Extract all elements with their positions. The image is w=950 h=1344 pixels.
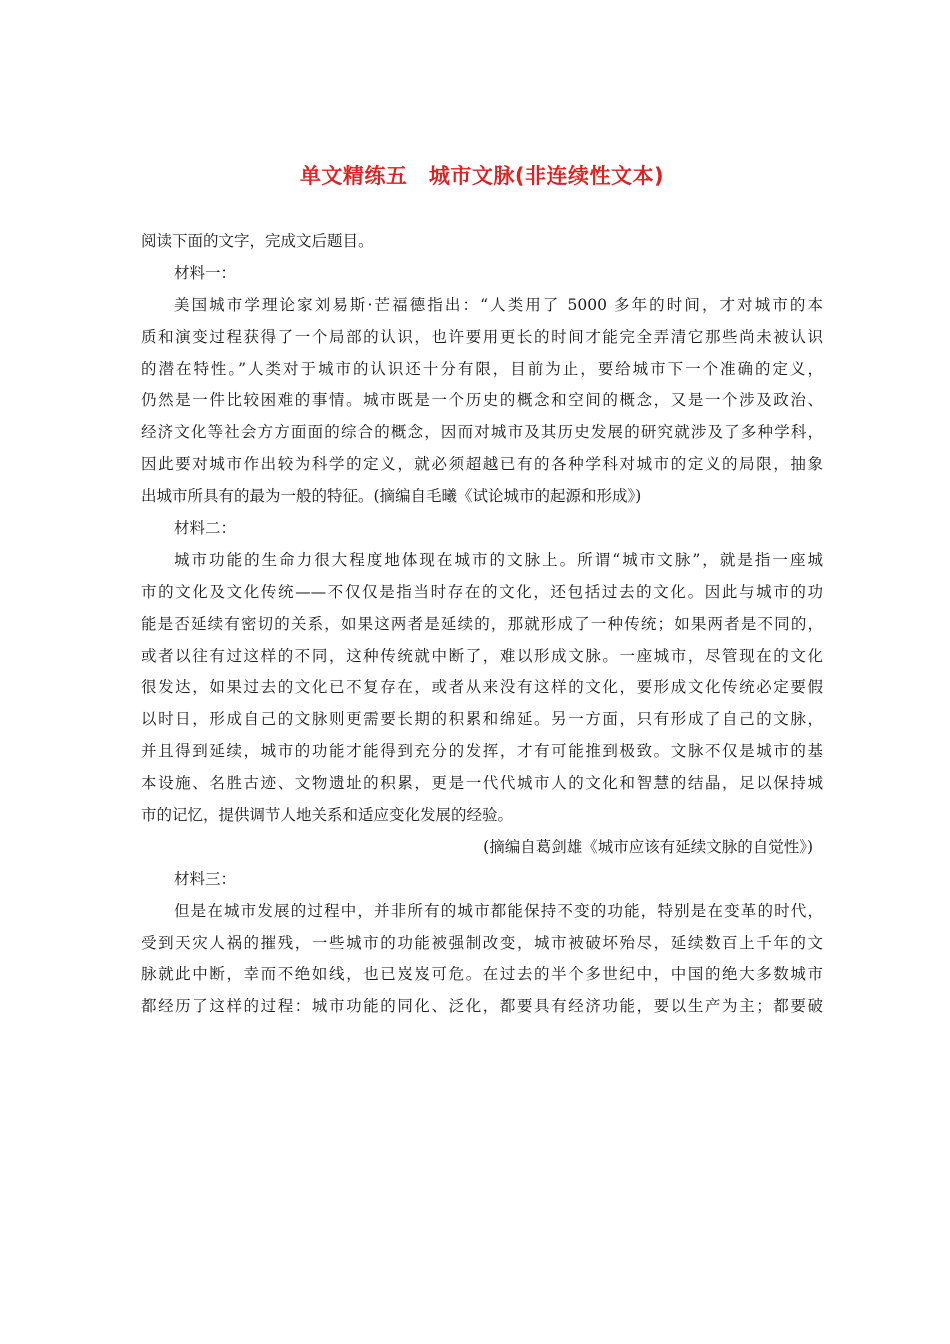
material-2-line: 市的记忆，提供调节人地关系和适应变化发展的经验。 [141, 806, 514, 825]
material-3-line: 脉就此中断，幸而不绝如线，也已岌岌可危。在过去的半个多世纪中，中国的绝大多数城市 [141, 965, 823, 984]
material-3-line: 受到天灾人祸的摧残，一些城市的功能被强制改变，城市被破坏殆尽，延续数百上千年的文 [141, 933, 823, 952]
material-3-line: 都经历了这样的过程：城市功能的同化、泛化，都要具有经济功能，要以生产为主；都要破 [141, 997, 823, 1016]
material-2-source: (摘编自葛剑雄《城市应该有延续文脉的自觉性》) [483, 837, 813, 856]
material-1-line: 经济文化等社会方方面面的综合的概念，因而对城市及其历史发展的研究就涉及了多种学科， [141, 423, 823, 442]
material-3-line: 但是在城市发展的过程中，并非所有的城市都能保持不变的功能，特别是在变革的时代， [174, 901, 823, 920]
material-2-label: 材料二： [174, 519, 237, 538]
document-body [141, 226, 823, 1023]
material-2-line: 或者以往有过这样的不同，这种传统就中断了，难以形成文脉。一座城市，尽管现在的文化 [141, 646, 823, 665]
material-3-label: 材料三： [174, 869, 237, 888]
material-1-line: 的潜在特性。”人类对于城市的认识还十分有限，目前为止，要给城市下一个准确的定义， [141, 359, 823, 378]
document-title: 单文精练五 城市文脉(非连续性文本) [299, 164, 665, 188]
material-2-line: 能是否延续有密切的关系，如果这两者是延续的，那就形成了一种传统；如果两者是不同的， [141, 614, 823, 633]
material-2-line: 市的文化及文化传统——不仅仅是指当时存在的文化，还包括过去的文化。因此与城市的功 [141, 582, 823, 601]
material-1-line: 美国城市学理论家刘易斯·芒福德指出：“人类用了 5000 多年的时间，才对城市的本 [174, 295, 823, 314]
material-1-line: 仍然是一件比较困难的事情。城市既是一个历史的概念和空间的概念，又是一个涉及政治、 [141, 391, 823, 410]
material-2-line: 并且得到延续，城市的功能才能得到充分的发挥，才有可能推到极致。文脉不仅是城市的基 [141, 742, 823, 761]
intro-instruction: 阅读下面的文字，完成文后题目。 [141, 232, 374, 250]
material-1-label: 材料一： [174, 263, 237, 282]
material-2-line: 很发达，如果过去的文化已不复存在，或者从来没有这样的文化，要形成文化传统必定要假 [141, 678, 823, 697]
material-1-line: 出城市所具有的最为一般的特征。(摘编自毛曦《试论城市的起源和形成》) [141, 487, 642, 506]
material-1-line: 质和演变过程获得了一个局部的认识，也许要用更长的时间才能完全弄清它那些尚未被认识 [141, 327, 823, 346]
material-2-line: 本设施、名胜古迹、文物遗址的积累，更是一代代城市人的文化和智慧的结晶，足以保持城 [141, 774, 823, 793]
material-2-line: 城市功能的生命力很大程度地体现在城市的文脉上。所谓“城市文脉”，就是指一座城 [174, 550, 823, 569]
material-1-line: 因此要对城市作出较为科学的定义，就必须超越已有的各种学科对城市的定义的局限，抽象 [141, 455, 823, 474]
material-2-line: 以时日，形成自己的文脉则更需要长期的积累和绵延。另一方面，只有形成了自己的文脉， [141, 710, 823, 729]
